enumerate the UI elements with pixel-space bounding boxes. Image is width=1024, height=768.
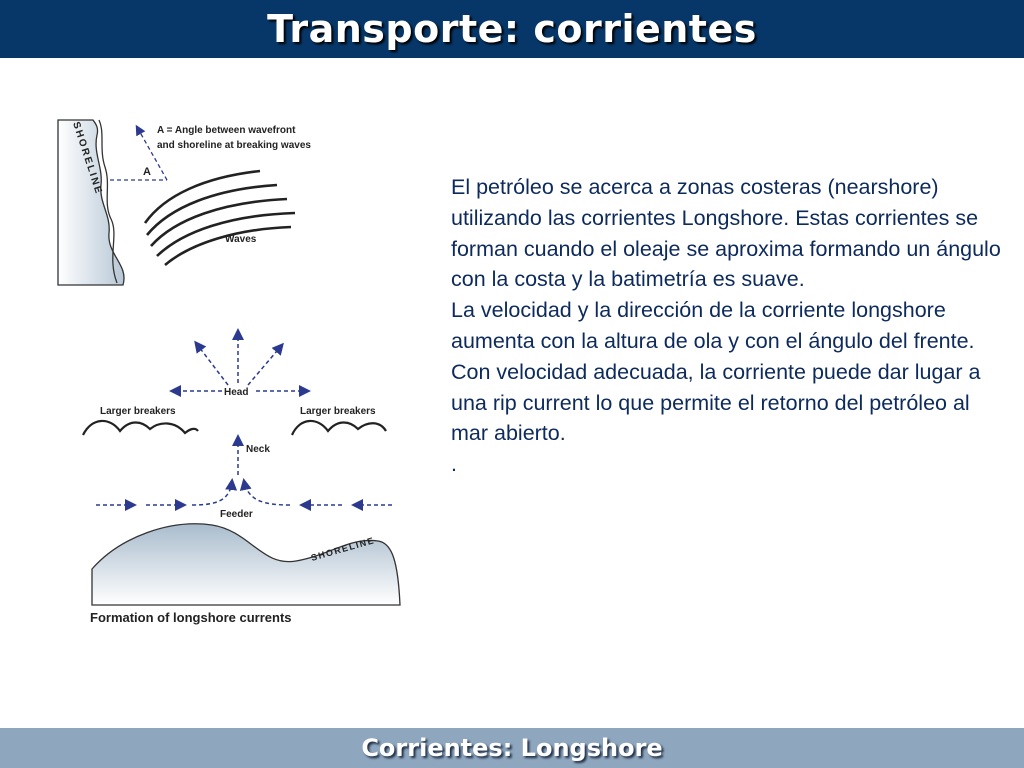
head-label: Head: [224, 387, 249, 398]
shoreline-label: SHORELINE: [309, 535, 377, 563]
larger-breakers-left-label: Larger breakers: [100, 406, 176, 417]
feeder-arrow-left-curve: [192, 481, 232, 505]
paragraph: La velocidad y la dirección de la corriente longshore aumenta con la altura de ola y con el ángulo del frente.: [451, 298, 975, 353]
footer-title: Corrientes: Longshore: [361, 734, 663, 762]
angle-caption-line2: and shoreline at breaking waves: [157, 140, 311, 151]
paragraph: Con velocidad adecuada, la corriente puede dar lugar a una rip current lo que permite el retorno del petróleo al mar abierto.: [451, 359, 981, 446]
feeder-arrows: [96, 481, 392, 505]
breaker-wave-left: [83, 421, 198, 435]
wave-angle-diagram: [55, 115, 355, 290]
footer-bar: [0, 728, 1024, 768]
feeder-label: Feeder: [220, 509, 253, 520]
figure-caption: Formation of longshore currents: [90, 610, 292, 625]
feeder-arrow-right-curve: [244, 481, 290, 505]
larger-breakers-right-label: Larger breakers: [300, 406, 376, 417]
land-area: [92, 524, 400, 605]
title-bar: [0, 0, 1024, 58]
paragraph: .: [451, 452, 457, 477]
rip-head-arrows: [172, 331, 308, 391]
waves-label: Waves: [225, 234, 257, 245]
body-text: [451, 172, 1011, 480]
angle-symbol: A: [143, 166, 151, 178]
paragraph: El petróleo se acerca a zonas costeras (nearshore) utilizando las corrientes Longshore. Estas corrientes se forman cuando el oleaje se aproxima formando un ángulo con la costa y la batimetría es suave.: [451, 175, 1001, 292]
longshore-current-diagram: [80, 325, 410, 630]
shoreline-label: SHORELINE: [70, 120, 105, 197]
wave-lines: [145, 171, 295, 265]
wave-line: [165, 227, 291, 265]
slide-title: Transporte: corrientes: [267, 7, 757, 51]
breaker-wave-right: [292, 421, 386, 435]
head-arrow-up-right: [248, 345, 282, 385]
land-area: [58, 120, 124, 285]
neck-label: Neck: [246, 444, 270, 455]
head-arrow-up-left: [196, 343, 228, 385]
angle-caption-line1: A = Angle between wavefront: [157, 125, 296, 136]
